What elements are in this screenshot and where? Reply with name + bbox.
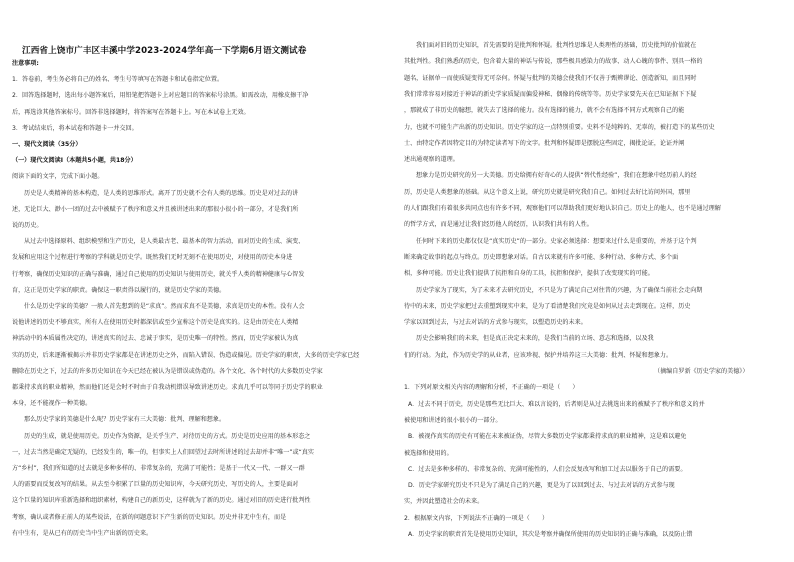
left-text-line: 本身，还不能视作一种美德。 (12, 400, 92, 408)
right-text-line: 想象力是历史研究的另一大美德。历史给拥有好奇心的人提供“替代性经验”，我们在想象中经历前人的经 (416, 172, 697, 180)
right-text-line: 述出通观察的道理。 (404, 156, 459, 164)
right-text-line: 实，并因此塑造社会的未来。 (404, 498, 484, 506)
right-text-line: 我们常常容易对接近于神话的新史学家质疑而偏爱神秘、偶像的传统等等。历史学家要先天在已知证据下下疑 (404, 90, 697, 98)
left-text-line: 有中生有，是从已有的历史当中生产出新的历史来。 (12, 529, 153, 537)
left-text-line: 3．考试结束后，将本试卷和答题卡一并交回。 (12, 124, 138, 132)
document-title: 江西省上饶市广丰区丰溪中学2023-2024学年高一下学期6月语文测试卷 (22, 46, 307, 56)
left-text-line: 育，这正是历史学家的职责。确保这一职责得以履行的，就是历史学家的美德。 (12, 286, 226, 294)
right-text-line: 2．根据原文内容，下列说法不正确的一项是（ ） (404, 514, 549, 522)
right-text-line: 们的行动。为此，作为历史学的从业者，应该珍视、保护并培养这三大美德：批判、怀疑和想象力。 (404, 351, 673, 359)
left-text-line: 从过去中选择原料、组织模型和生产历史，是人类最古老、最基本的智力活动，而对历史的生成、演变、 (24, 238, 305, 246)
left-text-line: 历史的生成，就是使用历史。历史作为资源，是关乎生产、对待历史的方式。历史是历史应用的基本形态之 (24, 432, 311, 440)
left-text-line: 删除在历史之下，过去的许多历史知识在今天已经在被认为是错误或伪造的。各个文化、各个时代的大多数历史学家 (12, 367, 323, 375)
left-text-line: 注意事项: (12, 60, 39, 67)
right-text-line: 士、由特定作者因特定目的为特定读者写下的文字。批判和怀疑即是摆脱这些固定，揭批论证，论证并阐 (404, 139, 685, 147)
left-text-line: 阅读下面的文字，完成下面小题。 (12, 173, 104, 181)
right-text-line: C．过去是多种多样的、非常复杂的、充满可能性的，人们会反复改写和加工过去以服务于自己的需要。 (408, 465, 687, 473)
left-text-line: 行考察，确保历史知识的正确与准确，通过自己使用的历史知识与使用历史，就关乎人类的精神健康与心智发 (12, 270, 305, 278)
left-text-line: （一）现代文阅读Ⅰ（本题共5小题，共18分） (12, 157, 137, 165)
left-text-line: 述，无论巨大、渺小一团的过去中被赋予了秩序和意义并且被讲述出来的那很小很小的一部分，才是我们所 (12, 205, 299, 213)
right-text-line: 被选择和使用的。 (404, 449, 453, 457)
right-text-line: 题名，证据单一而使质疑变得无可奈何。怀疑与批判的美德会使我们不仅善于甄辨谬论、创造新知，而且同时 (404, 74, 697, 82)
left-text-line: 什么是历史学家的美德？一般人首先想到的是“求真”。然而求真不是美德，求真是历史的本性。没有人会 (24, 303, 305, 310)
right-text-line: （摘编自罗新《历史学家的美德》） (654, 368, 749, 375)
left-text-line: 历史是人类精神的基本构造，是人类的思维形式。离开了历史就不会有人类的思维。历史是对过去的讲 (24, 189, 299, 197)
left-text-line: 1．答卷前，考生务必将自己的姓名、考生号等填写在答题卡和试卷指定位置。 (12, 76, 224, 84)
left-text-line: 一，过去当然是确定无疑的，已经发生的，唯一的，但事实上人们回望过去时所讲述的过去却并非“唯一”或“真实 (12, 448, 314, 456)
right-text-line: 我们面对旧的历史知识，首先需要的是批判和怀疑。批判性思维是人类理性的基础，历史批判的价值就在 (416, 42, 697, 49)
left-text-line: 神活动中的本质属性决定的，讲述真实的过去、忠诚于事实，是历史唯一的特性。然而，历史学家被认为真 (12, 335, 299, 343)
right-text-line: D．历史学家研究历史不只是为了满足自己的兴趣，更是为了以回到过去、与过去对话的方式参与现 (408, 482, 675, 490)
right-text-line: A．历史学家的职责首先是使用历史知识，其次是考察并确保所使用的历史知识的正确与准确，以及防止错 (408, 531, 693, 538)
right-text-line: B．被视作真实的历史有可能在未来被证伪，尽管大多数历史学家都秉持求真的职业精神，这是难以避免 (408, 433, 687, 441)
right-text-line: 待中的未来，历史学家把过去重塑到现实中来，是为了看清楚我们究竟是如何从过去走到现在。这样，历史 (404, 302, 691, 310)
right-text-line: 历，历史是人类想象的基础。从这个意义上说，研究历史就是研究我们自己。如何过去好比访问外国，那里 (404, 188, 691, 196)
left-text-line: 考察，确认或者修正前人的某些说法，在新的问题意识下产生新的历史知识。历史并非无中生有，而是 (12, 513, 287, 521)
left-text-line: 说他讲述的历史不够真实，所有人在使用历史时都深信或至少宣称这个历史是真实的。这是由历史在人类精 (12, 319, 299, 327)
right-text-line: 相，多种可能。历史让我们提供了抗拒和自身的工具，抗拒和保护，提供了改变现实的可能。 (404, 270, 654, 278)
right-text-line: 历史会影响我们的未来，但是真正决定未来的，是我们当前的立场、意志和选择，以及我 (416, 335, 654, 343)
right-text-line: 1．下列对原文相关内容的理解和分析，不正确的一项是（ ） (404, 384, 579, 392)
left-text-line: 2．回答选择题时，选出每小题答案后，用铅笔把答题卡上对应题目的答案标号涂黑。如需改动，用橡皮擦干净 (12, 92, 309, 100)
left-text-line: 实的历史，后来逐渐被揭示并非历史学家都是在讲述历史之外，而陷入错误、伪造或偏见。历史学家的职责，大多的历史学家已经 (12, 351, 360, 359)
right-text-line: 任何时下来的历史都仅仅是“真实历史”的一部分。史家必须选择：想要来过什么是重要的，并基于这个判 (416, 237, 697, 245)
right-text-line: 其批判性。我们熟悉的历史，包含着大量的神话与传说，那些极具感染力的故事、动人心魄的事件、别具一格的 (404, 58, 703, 66)
left-text-line: 一、现代文阅读（35分） (12, 141, 82, 148)
left-text-line: 说的历史。 (12, 222, 43, 229)
left-text-line: 都秉持求真的职业精神，然而他们还是会时不时由于自我动机错误导致讲述历史。求真几乎可以等同于历史学的职业 (12, 384, 323, 391)
right-text-line: 历史学家为了现实，为了未来才去研究历史，不只是为了满足自己对往昔的兴趣，为了确保当前社会走向期 (416, 286, 703, 294)
left-text-line: 发展和应用这个过程进行考察的学科就是历史学。既然我们无时无刻不在使用历史，对使用的历史本身进 (12, 254, 293, 262)
right-text-line: 力，也就不可能生产出新的历史知识。历史学家的这一点特别重要。史料不是纯粹的、无辜的，被打造下的某些历史 (404, 123, 715, 131)
right-text-line: 被使用和讲述的很小很小的一部分。 (404, 416, 502, 424)
right-text-line: 的哲学方式，而是通过让我们经历他人的经历，认识我们共有的人性。 (404, 221, 593, 229)
left-text-line: 方“乡村”，我们所知道的过去就是多种多样的、非常复杂的，充满了可能性；是基于一代又一代、一群又一群 (12, 465, 305, 472)
left-text-line: 后，再选涂其他答案标号。回答非选择题时，将答案写在答题卡上。写在本试卷上无效。 (12, 108, 250, 116)
left-text-line: 那么历史学家的美德是什么呢？历史学家有三大美德：批判、理解和想象。 (24, 416, 226, 424)
left-text-line: 人的需要而反复改写的结果。从去至今积累了巨量的历史知识库，今天研究历史、写历史的人，主要是面对 (12, 481, 299, 489)
right-text-line: ，那就成了非历史的臆想，就失去了选择的能力。没有选择的能力，就不会有选择不同方式观察自己的能 (404, 107, 685, 115)
right-text-line: 的人们跟我们有着很多共同点也有许多不同，观察他们可以帮助我们更好地认识自己。历史上的他人，也不是通过理解 (404, 205, 721, 212)
right-text-line: 断来确定故事的起点与终点。历史即想象对话。自古以来就有许多可能、多种行动、多种方式、多个面 (404, 253, 679, 261)
right-text-line: 学家以回到过去，与过去对话的方式参与现实，以塑造历史的未来。 (404, 319, 587, 327)
right-text-line: A．过去不同于历史，历史是那些无比巨大、难以言说的，后者则是从过去挑选出来的被赋予了秩序和意义的并 (408, 400, 705, 408)
left-text-line: 这个巨量的知识库重新选择和组织素材，构建自己的新历史，这样就为了新的历史。通过对旧的历史进行批判性 (12, 497, 311, 505)
